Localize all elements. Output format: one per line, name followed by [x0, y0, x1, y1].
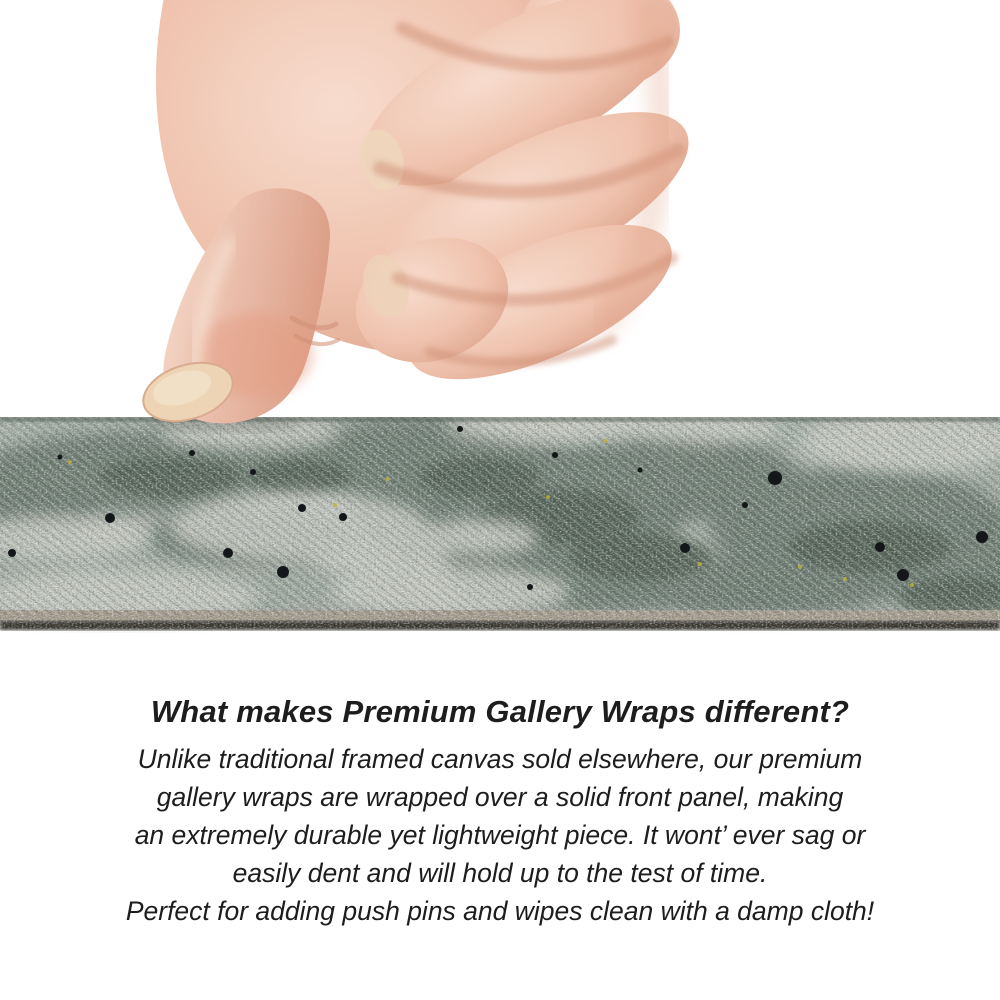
- thumb: [136, 188, 338, 424]
- section-heading: What makes Premium Gallery Wraps different?: [150, 694, 850, 729]
- hand-photo: [0, 0, 1000, 424]
- body-line-5: Perfect for adding push pins and wipes clean with a damp cloth!: [125, 896, 875, 926]
- body-line-2: gallery wraps are wrapped over a solid front panel, making: [156, 782, 844, 812]
- canvas-texture: [0, 417, 1000, 630]
- body-line-1: Unlike traditional framed canvas sold elsewhere, our premium: [137, 744, 863, 774]
- body-line-3: an extremely durable yet lightweight piece. It wont’ ever sag or: [134, 820, 866, 850]
- body-line-4: easily dent and will hold up to the test of time.: [232, 858, 768, 888]
- marketing-copy: [0, 694, 1000, 930]
- canvas-edge-photo: [0, 417, 1000, 633]
